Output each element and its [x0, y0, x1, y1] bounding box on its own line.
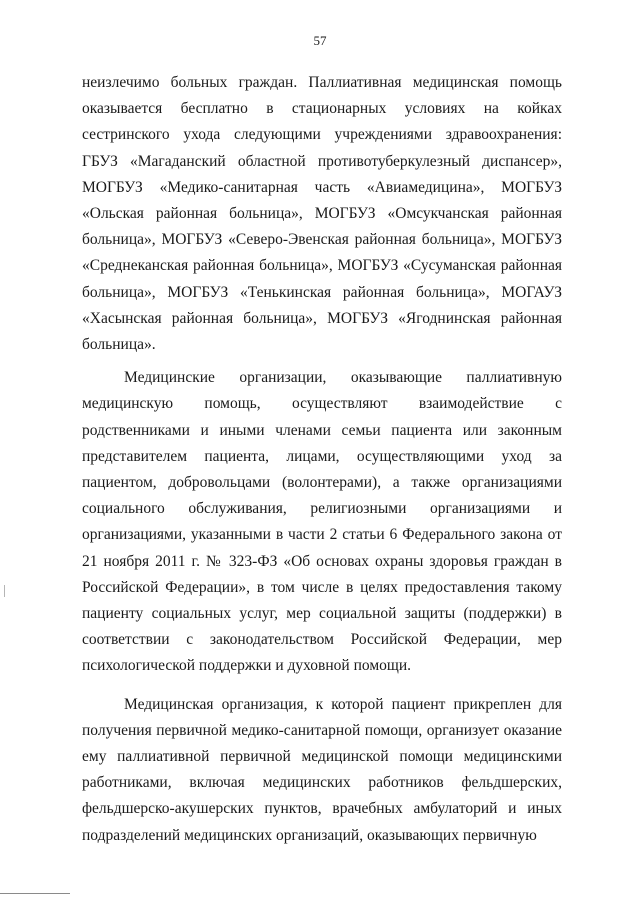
paragraph-primary-care: Медицинская организация, к которой пациент прикреплен для получения первичной медико-санитарной помощи, организует оказание ему паллиативной первичной медицинской помощи медицинскими работниками, включая медицинских работников фельдшерских, фельдшерско-акушерских пунктов, врачебных амбулаторий и иных подразделений медицинских организаций, оказывающих первичную [82, 695, 562, 844]
paragraph-continuation: неизлечимо больных граждан. Паллиативная медицинская помощь оказывается бесплатно в стационарных условиях на койках сестринского ухода следующими учреждениями здравоохранения: ГБУЗ «Магаданский областной противотуберкулезный диспансер», МОГБУЗ «Медико-санитарная часть «Авиамедицина», МОГБУЗ «Ольская районная больница», МОГБУЗ «Омсукчанская районная больница», МОГБУЗ «Северо-Эвенская районная больница», МОГБУЗ «Среднеканская районная больница», МОГБУЗ «Сусуманская районная больница», МОГБУЗ «Тенькинская районная больница», МОГАУЗ «Хасынская районная больница», МОГБУЗ «Ягоднинская районная больница». [82, 74, 562, 354]
page-number: 57 [313, 33, 327, 48]
scan-bottom-mark [0, 893, 70, 894]
paragraph-interaction: Медицинские организации, оказывающие паллиативную медицинскую помощь, осуществляют взаимодействие с родственниками и иными членами семьи пациента или законным представителем пациента, лицами, осуществляющими уход за пациентом, добровольцами (волонтерами), а также организациями социального обслуживания, религиозными организациями и организациями, указанными в части 2 статьи 6 Федерального закона от 21 ноября 2011 г. № 323-ФЗ «Об основах охраны здоровья граждан в Российской Федерации», в том числе в целях предоставления такому пациенту социальных услуг, мер социальной защиты (поддержки) в соответствии с законодательством Российской Федерации, мер психологической поддержки и духовной помощи. [82, 369, 562, 675]
scan-edge-mark [4, 585, 5, 597]
body-text [82, 70, 562, 849]
